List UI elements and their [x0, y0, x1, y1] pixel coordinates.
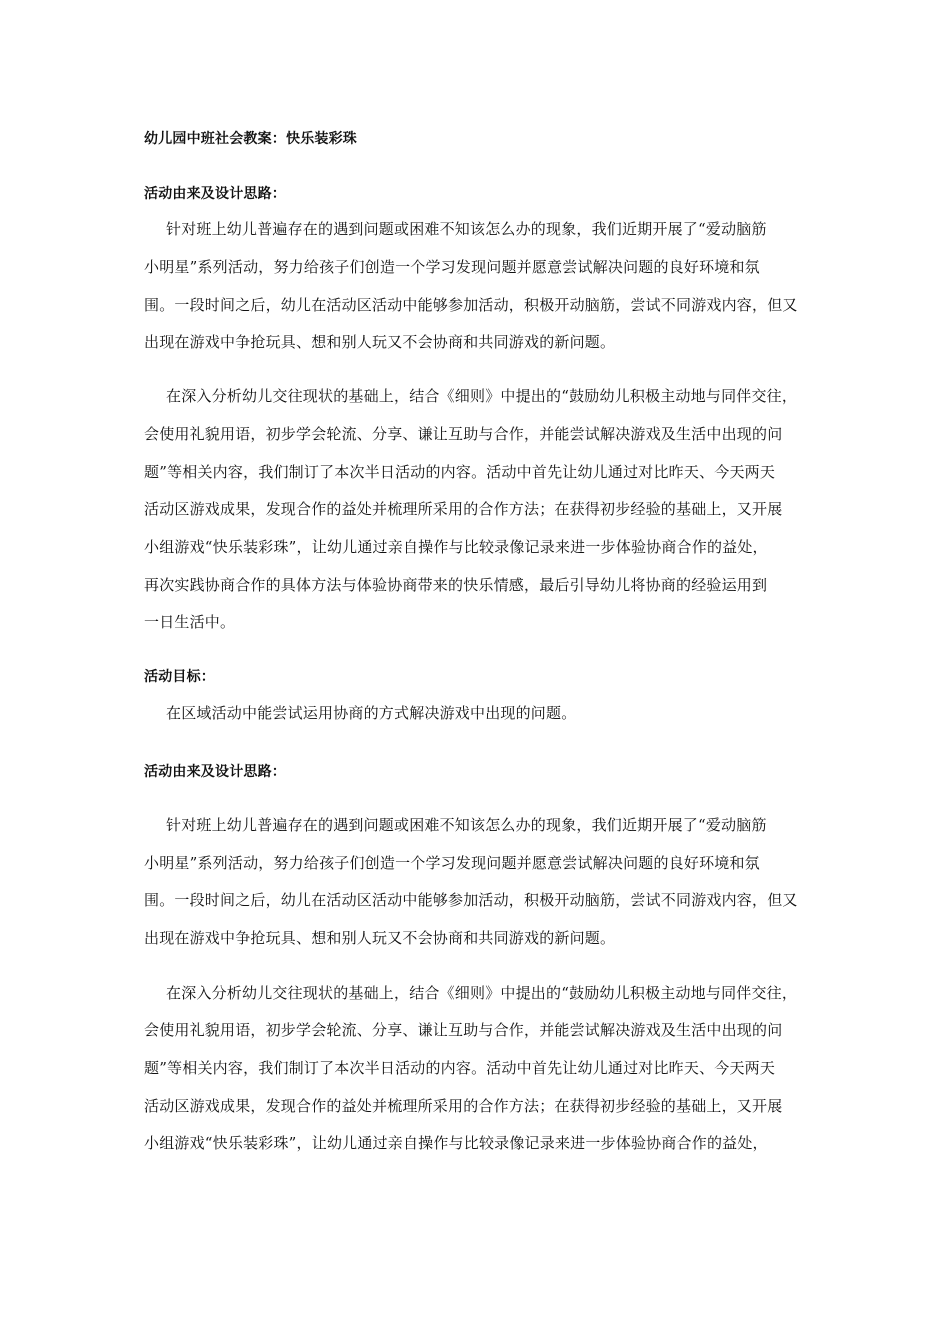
- goal-text: 在区域活动中能尝试运用协商的方式解决游戏中出现的问题。: [166, 704, 577, 722]
- section-heading-goal: 活动目标：: [144, 669, 215, 685]
- paragraph-line: 针对班上幼儿普遍存在的遇到问题或困难不知该怎么办的现象，我们近期开展了“爱动脑筋: [166, 816, 767, 834]
- section-heading-origin: 活动由来及设计思路：: [144, 186, 286, 202]
- paragraph-line: 题”等相关内容，我们制订了本次半日活动的内容。活动中首先让幼儿通过对比昨天、今天两天: [144, 463, 776, 481]
- paragraph-line: 小组游戏“快乐装彩珠”，让幼儿通过亲自操作与比较录像记录来进一步体验协商合作的益处，: [144, 1134, 768, 1152]
- paragraph-line: 题”等相关内容，我们制订了本次半日活动的内容。活动中首先让幼儿通过对比昨天、今天两天: [144, 1059, 776, 1077]
- paragraph-line: 小明星”系列活动，努力给孩子们创造一个学习发现问题并愿意尝试解决问题的良好环境和氛: [144, 258, 760, 276]
- paragraph-line: 小明星”系列活动，努力给孩子们创造一个学习发现问题并愿意尝试解决问题的良好环境和氛: [144, 854, 760, 872]
- paragraph-line: 会使用礼貌用语，初步学会轮流、分享、谦让互助与合作，并能尝试解决游戏及生活中出现的问: [144, 1021, 783, 1039]
- paragraph-line: 围。一段时间之后，幼儿在活动区活动中能够参加活动，积极开动脑筋，尝试不同游戏内容，但又: [144, 891, 798, 909]
- paragraph-line: 活动区游戏成果，发现合作的益处并梳理所采用的合作方法；在获得初步经验的基础上，又开展: [144, 500, 783, 518]
- paragraph-line: 再次实践协商合作的具体方法与体验协商带来的快乐情感，最后引导幼儿将协商的经验运用到: [144, 576, 768, 594]
- paragraph-line: 小组游戏“快乐装彩珠”，让幼儿通过亲自操作与比较录像记录来进一步体验协商合作的益处，: [144, 538, 768, 556]
- paragraph-line: 在深入分析幼儿交往现状的基础上，结合《细则》中提出的“鼓励幼儿积极主动地与同伴交往，: [166, 984, 798, 1002]
- paragraph-line: 一日生活中。: [144, 613, 236, 631]
- paragraph-line: 出现在游戏中争抢玩具、想和别人玩又不会协商和共同游戏的新问题。: [144, 333, 616, 351]
- paragraph-line: 围。一段时间之后，幼儿在活动区活动中能够参加活动，积极开动脑筋，尝试不同游戏内容，但又: [144, 296, 798, 314]
- paragraph-line: 出现在游戏中争抢玩具、想和别人玩又不会协商和共同游戏的新问题。: [144, 929, 616, 947]
- document-title: 幼儿园中班社会教案：快乐装彩珠: [144, 131, 357, 147]
- paragraph-line: 活动区游戏成果，发现合作的益处并梳理所采用的合作方法；在获得初步经验的基础上，又开展: [144, 1097, 783, 1115]
- section-heading-origin-repeat: 活动由来及设计思路：: [144, 764, 286, 780]
- paragraph-line: 针对班上幼儿普遍存在的遇到问题或困难不知该怎么办的现象，我们近期开展了“爱动脑筋: [166, 220, 767, 238]
- paragraph-line: 在深入分析幼儿交往现状的基础上，结合《细则》中提出的“鼓励幼儿积极主动地与同伴交往，: [166, 387, 798, 405]
- paragraph-line: 会使用礼貌用语，初步学会轮流、分享、谦让互助与合作，并能尝试解决游戏及生活中出现的问: [144, 425, 783, 443]
